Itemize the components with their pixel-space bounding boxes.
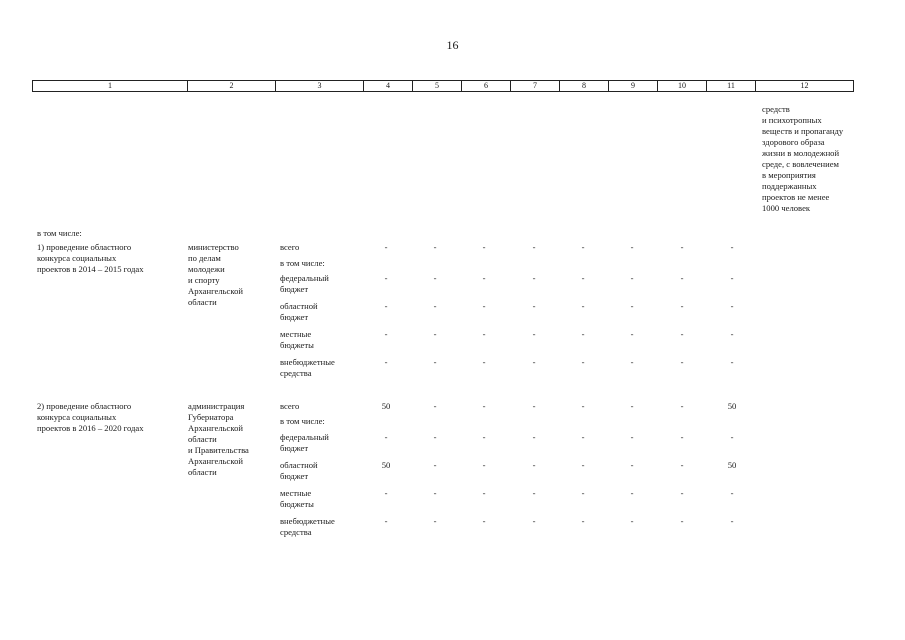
column-number: 8 [560, 81, 609, 92]
text-line: 1000 человек [762, 203, 811, 213]
text-line: 2) проведение областного [37, 401, 132, 411]
value-cell: - [482, 357, 486, 367]
value-cell: - [433, 432, 437, 442]
value-cell: - [482, 488, 486, 498]
value-cell: - [630, 401, 634, 411]
value-cell: - [680, 432, 684, 442]
item-2-executor [188, 401, 249, 478]
value-cell: - [680, 516, 684, 526]
source-total: всего [280, 401, 300, 411]
value-cell: - [730, 329, 734, 339]
column-number: 6 [462, 81, 511, 92]
text-line: областной [280, 301, 318, 311]
text-line: бюджет [280, 284, 309, 294]
value-cell: - [532, 516, 536, 526]
value-cell: - [384, 357, 388, 367]
value-cell: - [630, 460, 634, 470]
text-line: среде, с вовлечением [762, 159, 839, 169]
value-cell: - [433, 460, 437, 470]
value-cell: 50 [381, 460, 391, 470]
column-number: 5 [413, 81, 462, 92]
value-cell: - [433, 488, 437, 498]
value-cell: - [630, 357, 634, 367]
value-cell: - [680, 357, 684, 367]
text-line: бюджет [280, 443, 309, 453]
value-cell: - [630, 488, 634, 498]
value-cell: - [482, 329, 486, 339]
source-federal [280, 273, 329, 295]
item-2-title [37, 401, 144, 434]
source-local [280, 488, 314, 510]
value-cell: - [680, 488, 684, 498]
value-cell: - [630, 242, 634, 252]
value-cell: - [730, 516, 734, 526]
source-regional [280, 460, 318, 482]
text-line: конкурса социальных [37, 253, 117, 263]
text-line: областной [280, 460, 318, 470]
value-cell: - [482, 432, 486, 442]
value-cell: - [730, 273, 734, 283]
value-cell: - [680, 329, 684, 339]
source-federal [280, 432, 329, 454]
value-cell: - [581, 401, 585, 411]
text-line: области [188, 434, 217, 444]
source-extrabudget [280, 516, 335, 538]
source-extrabudget [280, 357, 335, 379]
value-cell: - [581, 273, 585, 283]
text-line: администрация [188, 401, 245, 411]
col12-text-block [762, 104, 843, 214]
text-line: министерство [188, 242, 239, 252]
value-cell: - [532, 242, 536, 252]
text-line: средства [280, 527, 312, 537]
value-cell: 50 [727, 401, 737, 411]
value-cell: - [532, 401, 536, 411]
text-line: области [188, 297, 217, 307]
value-cell: - [581, 432, 585, 442]
value-cell: - [384, 242, 388, 252]
value-cell: - [730, 242, 734, 252]
text-line: проектов не менее [762, 192, 830, 202]
value-cell: - [384, 329, 388, 339]
value-cell: - [630, 273, 634, 283]
value-cell: - [384, 301, 388, 311]
page-number: 16 [446, 38, 459, 52]
text-line: бюджет [280, 471, 309, 481]
text-line: внебюджетные [280, 357, 335, 367]
text-line: местные [280, 329, 312, 339]
text-line: и спорту [188, 275, 220, 285]
value-cell: - [482, 301, 486, 311]
text-line: бюджеты [280, 340, 314, 350]
text-line: федеральный [280, 273, 329, 283]
value-cell: - [482, 460, 486, 470]
value-cell: - [730, 432, 734, 442]
value-cell: - [630, 329, 634, 339]
value-cell: - [680, 242, 684, 252]
value-cell: - [532, 432, 536, 442]
value-cell: - [532, 460, 536, 470]
value-cell: - [433, 242, 437, 252]
value-cell: - [482, 242, 486, 252]
source-total: всего [280, 242, 300, 252]
column-number: 12 [756, 81, 854, 92]
value-cell: - [482, 273, 486, 283]
source-local [280, 329, 314, 351]
value-cell: - [433, 329, 437, 339]
column-number: 7 [511, 81, 560, 92]
text-line: федеральный [280, 432, 329, 442]
text-line: проектов в 2016 – 2020 годах [37, 423, 144, 433]
text-line: здорового образа [762, 137, 825, 147]
value-cell: - [581, 301, 585, 311]
text-line: средства [280, 368, 312, 378]
value-cell: - [482, 516, 486, 526]
text-line: области [188, 467, 217, 477]
text-line: 1) проведение областного [37, 242, 132, 252]
column-number: 11 [707, 81, 756, 92]
item-1-executor [188, 242, 243, 308]
text-line: жизни в молодежной [762, 148, 840, 158]
text-line: внебюджетные [280, 516, 335, 526]
value-cell: - [433, 516, 437, 526]
source-including: в том числе: [280, 258, 325, 268]
column-number: 3 [276, 81, 364, 92]
source-regional [280, 301, 318, 323]
value-cell: - [532, 273, 536, 283]
column-number: 2 [188, 81, 276, 92]
value-cell: - [532, 329, 536, 339]
text-line: Губернатора [188, 412, 234, 422]
value-cell: - [630, 432, 634, 442]
text-line: Архангельской [188, 286, 243, 296]
text-line: Архангельской [188, 456, 243, 466]
value-cell: - [680, 273, 684, 283]
value-cell: - [581, 357, 585, 367]
value-cell: - [532, 488, 536, 498]
item-1-title [37, 242, 144, 275]
text-line: бюджет [280, 312, 309, 322]
value-cell: - [384, 432, 388, 442]
text-line: бюджеты [280, 499, 314, 509]
value-cell: - [581, 460, 585, 470]
value-cell: - [730, 301, 734, 311]
text-line: по делам [188, 253, 221, 263]
value-cell: - [433, 301, 437, 311]
value-cell: - [680, 301, 684, 311]
value-cell: - [630, 301, 634, 311]
value-cell: - [730, 357, 734, 367]
value-cell: - [680, 401, 684, 411]
text-line: проектов в 2014 – 2015 годах [37, 264, 144, 274]
column-number: 4 [364, 81, 413, 92]
value-cell: - [730, 488, 734, 498]
value-cell: - [532, 301, 536, 311]
value-cell: - [433, 357, 437, 367]
value-cell: - [433, 273, 437, 283]
column-number: 10 [658, 81, 707, 92]
value-cell: - [433, 401, 437, 411]
column-number: 9 [609, 81, 658, 92]
value-cell: - [581, 329, 585, 339]
value-cell: - [384, 516, 388, 526]
text-line: средств [762, 104, 790, 114]
value-cell: - [581, 242, 585, 252]
source-including: в том числе: [280, 416, 325, 426]
value-cell: 50 [381, 401, 391, 411]
text-line: в мероприятия [762, 170, 816, 180]
value-cell: 50 [727, 460, 737, 470]
value-cell: - [532, 357, 536, 367]
value-cell: - [384, 273, 388, 283]
value-cell: - [581, 516, 585, 526]
text-line: поддержанных [762, 181, 817, 191]
text-line: конкурса социальных [37, 412, 117, 422]
value-cell: - [680, 460, 684, 470]
value-cell: - [384, 488, 388, 498]
text-line: молодежи [188, 264, 225, 274]
text-line: местные [280, 488, 312, 498]
column-header-table [32, 80, 854, 92]
text-line: и Правительства [188, 445, 249, 455]
including-label: в том числе: [37, 228, 82, 238]
text-line: и психотропных [762, 115, 822, 125]
text-line: веществ и пропаганду [762, 126, 844, 136]
column-number: 1 [33, 81, 188, 92]
text-line: Архангельской [188, 423, 243, 433]
value-cell: - [630, 516, 634, 526]
value-cell: - [482, 401, 486, 411]
value-cell: - [581, 488, 585, 498]
